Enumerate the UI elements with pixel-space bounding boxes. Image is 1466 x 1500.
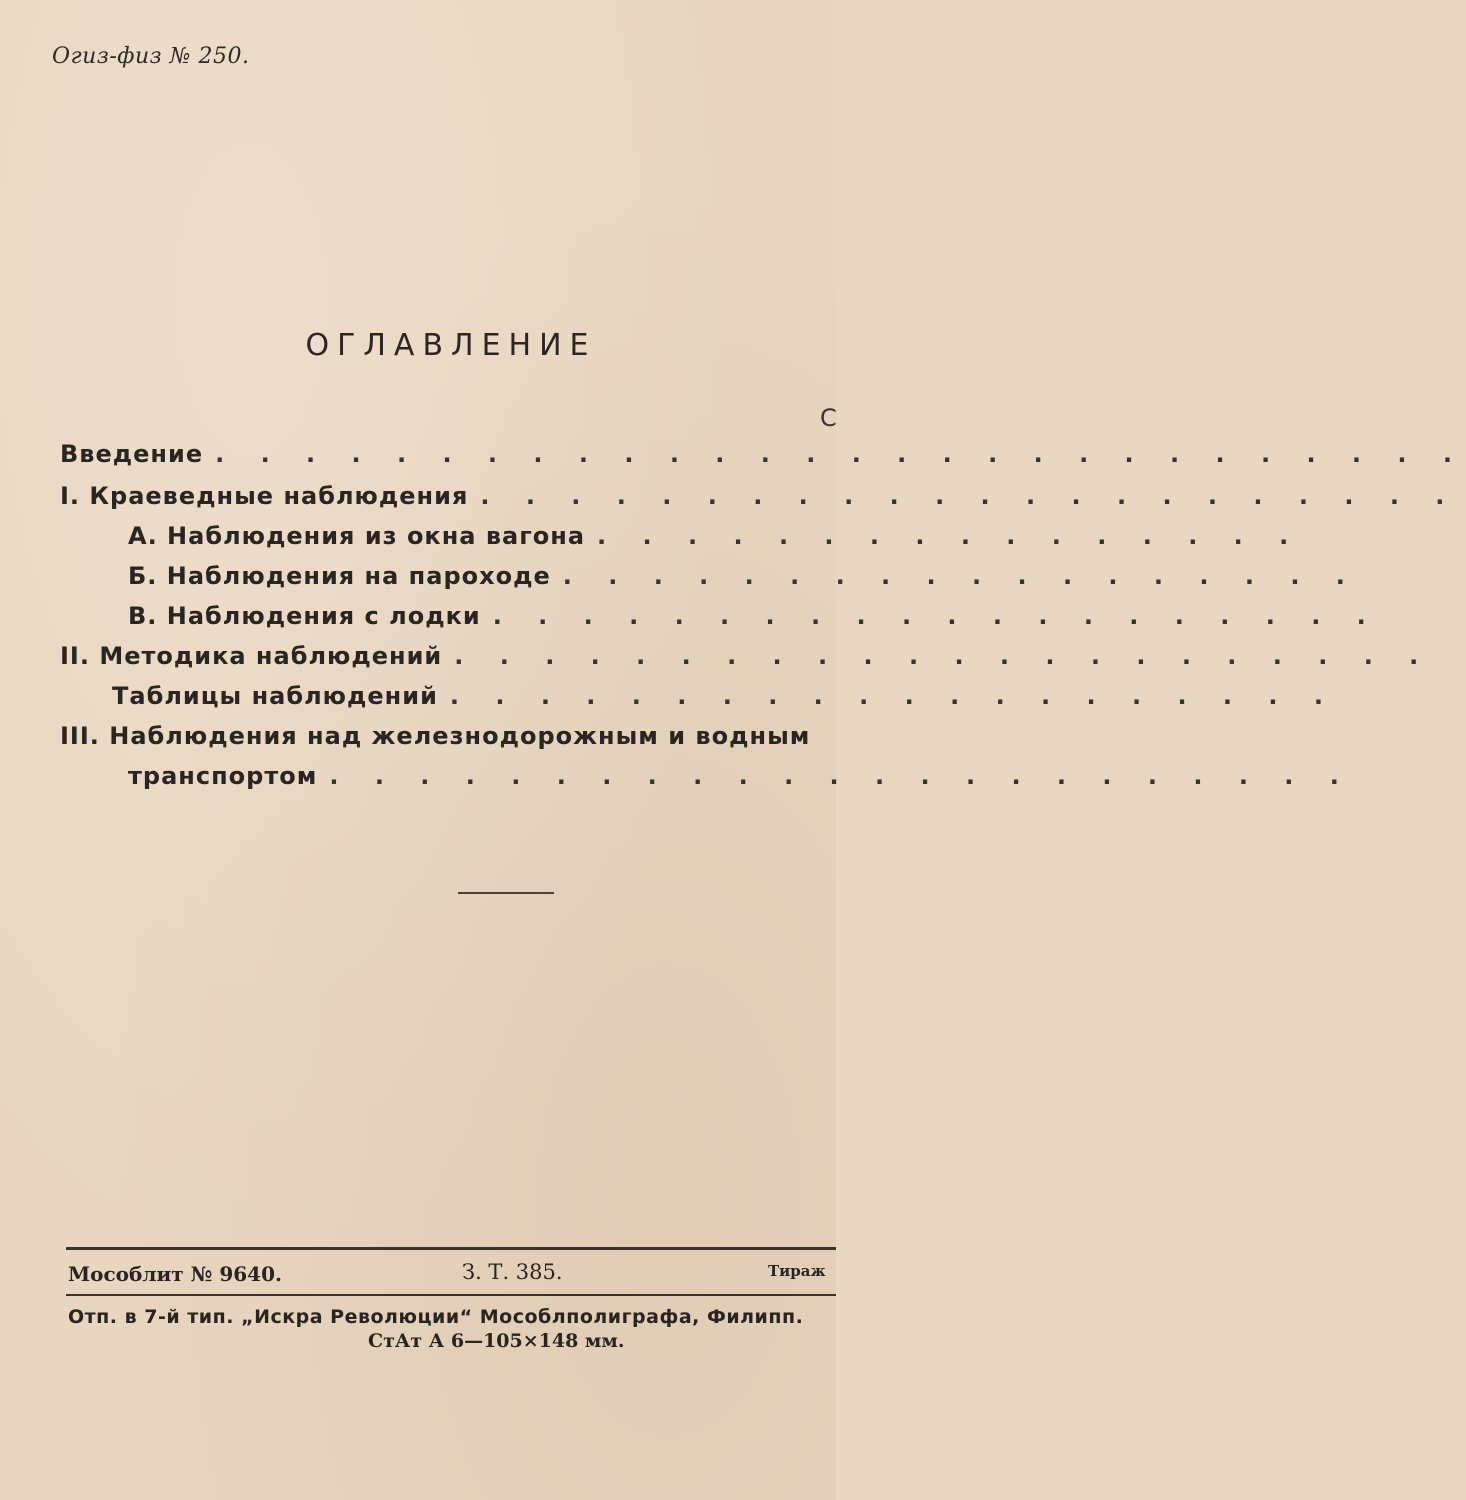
page-column-marker: С: [820, 404, 837, 432]
dot-leader: . . . . . . . . . . . . . . . . . . . . . .: [480, 482, 1459, 510]
toc-entry-label: транспортом: [128, 762, 318, 790]
imprint-top-rule: [66, 1247, 836, 1250]
dot-leader: . . . . . . . . . . . . . . . . . . . . . . .: [329, 762, 1353, 790]
dot-leader: . . . . . . . . . . . . . . . .: [597, 522, 1303, 550]
toc-entry-introduction[interactable]: [60, 440, 1466, 474]
toc-entry-label: Б. Наблюдения на пароходе: [128, 562, 551, 590]
toc-entry-chapter-3-continued[interactable]: [128, 762, 1353, 796]
page-title: ОГЛАВЛЕНИЕ: [305, 328, 597, 363]
toc-entry-label: А. Наблюдения из окна вагона: [128, 522, 586, 550]
toc-entry-chapter-2[interactable]: [60, 642, 1433, 676]
dot-leader: . . . . . . . . . . . . . . . . . .: [562, 562, 1359, 590]
toc-entry-section-b[interactable]: [128, 562, 1359, 596]
divider-rule: [458, 892, 554, 894]
dot-leader: . . . . . . . . . . . . . . . . . . . . . .: [454, 642, 1433, 670]
toc-entry-section-v[interactable]: [128, 602, 1380, 636]
imprint-format-line: СтАт А 6—105×148 мм.: [368, 1330, 625, 1352]
imprint-print-run: Тираж: [768, 1262, 826, 1280]
toc-entry-section-a[interactable]: [128, 522, 1303, 556]
imprint-middle-rule: [66, 1294, 836, 1296]
header-note: Огиз-физ № 250.: [52, 44, 250, 69]
dot-leader: . . . . . . . . . . . . . . . . . . . .: [492, 602, 1380, 630]
toc-entry-label: II. Методика наблюдений: [60, 642, 443, 670]
toc-entry-tables[interactable]: [112, 682, 1337, 716]
toc-entry-label: В. Наблюдения с лодки: [128, 602, 481, 630]
toc-entry-chapter-1[interactable]: [60, 482, 1459, 516]
imprint-printer-line: Отп. в 7-й тип. „Искра Революции“ Мособлполиграфа, Филипп.: [68, 1306, 804, 1328]
dot-leader: . . . . . . . . . . . . . . . . . . . .: [449, 682, 1337, 710]
dot-leader: . . . . . . . . . . . . . . . . . . . . . . . . . . . .: [215, 440, 1466, 468]
toc-entry-label: Введение: [60, 440, 204, 468]
toc-entry-label: I. Краеведные наблюдения: [60, 482, 469, 510]
toc-entry-label: III. Наблюдения над железнодорожным и водным: [60, 722, 811, 750]
toc-entry-label: Таблицы наблюдений: [112, 682, 438, 710]
toc-entry-chapter-3[interactable]: [60, 722, 836, 756]
imprint-publisher-number: Мособлит № 9640.: [68, 1262, 282, 1286]
imprint-order-number: З. Т. 385.: [462, 1260, 563, 1284]
